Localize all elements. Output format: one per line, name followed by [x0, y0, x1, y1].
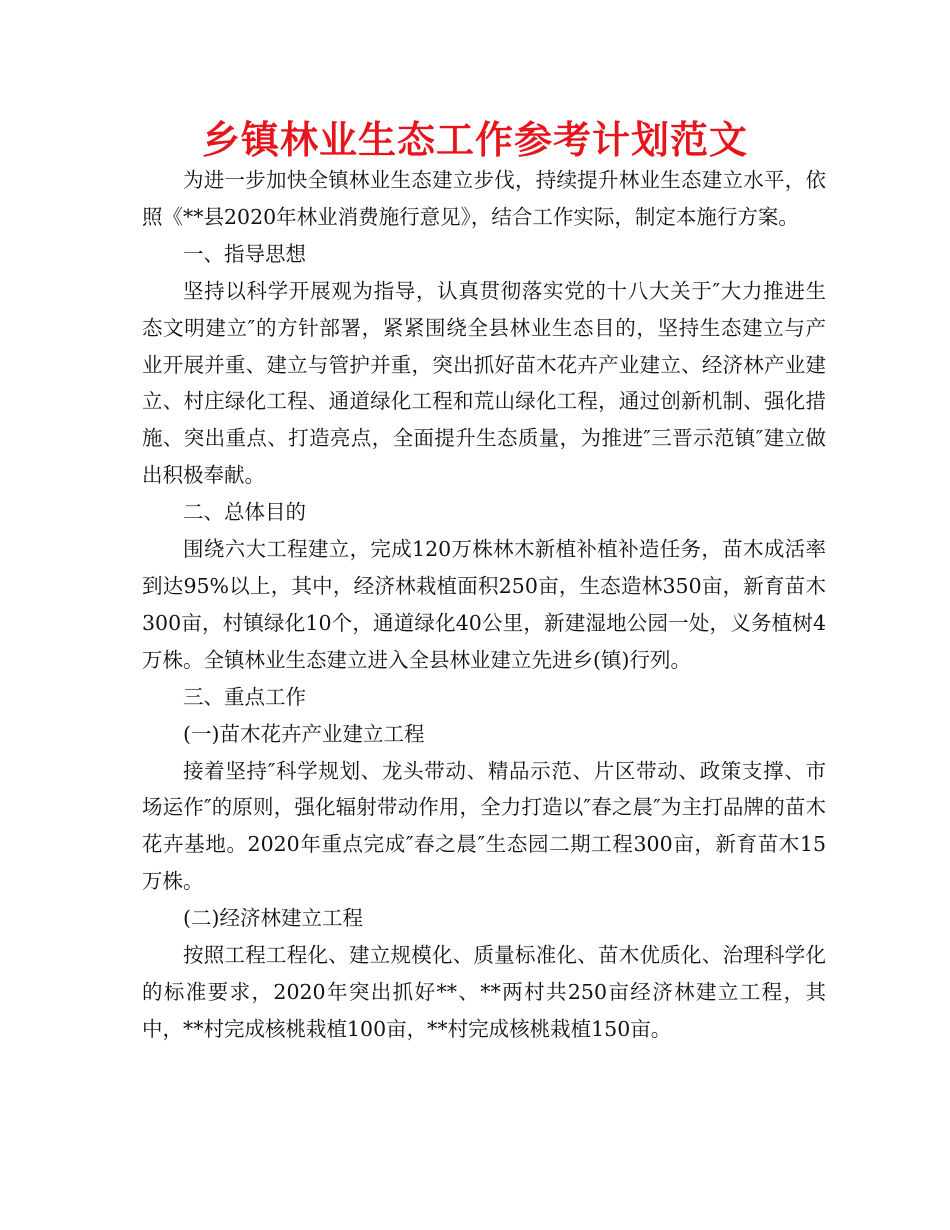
- subheading-nursery-project: (一)苗木花卉产业建立工程: [183, 721, 425, 746]
- document-title: 乡镇林业生态工作参考计划范文: [201, 118, 748, 162]
- document-body: [142, 162, 826, 1048]
- paragraph-intro: 为进一步加快全镇林业生态建立步伐，持续提升林业生态建立水平，依照《**县2020年林业消费施行意见》，结合工作实际，制定本施行方案。: [142, 168, 826, 229]
- paragraph-nursery-project: 接着坚持″科学规划、龙头带动、精品示范、片区带动、政策支撑、市场运作″的原则，强化辐射带动作用，全力打造以″春之晨″为主打品牌的苗木花卉基地。2020年重点完成″春之晨″生态园二期工程300亩，新育苗木15万株。: [142, 758, 826, 894]
- paragraph-overall-goal: 围绕六大工程建立，完成120万株林木新植补植补造任务，苗木成活率到达95%以上，其中，经济林栽植面积250亩，生态造林350亩，新育苗木300亩，村镇绿化10个，通道绿化40公里，新建湿地公园一处，义务植树4万株。全镇林业生态建立进入全县林业建立先进乡(镇)行列。: [142, 537, 826, 672]
- subheading-economic-forest-project: (二)经济林建立工程: [183, 906, 363, 931]
- section-heading-key-work: 三、重点工作: [183, 684, 306, 709]
- section-heading-guiding-ideology: 一、指导思想: [183, 241, 306, 266]
- section-heading-overall-goal: 二、总体目的: [183, 500, 306, 525]
- paragraph-economic-forest-project: 按照工程工程化、建立规模化、质量标准化、苗木优质化、治理科学化的标准要求，2020年突出抓好**、**两村共250亩经济林建立工程，其中，**村完成核桃栽植100亩，**村完成核桃栽植150亩。: [142, 943, 826, 1041]
- paragraph-guiding-ideology: 坚持以科学开展观为指导，认真贯彻落实党的十八大关于″大力推进生态文明建立″的方针部署，紧紧围绕全县林业生态目的，坚持生态建立与产业开展并重、建立与管护并重，突出抓好苗木花卉产业建立、经济林产业建立、村庄绿化工程、通道绿化工程和荒山绿化工程，通过创新机制、强化措施、突出重点、打造亮点，全面提升生态质量，为推进″三晋示范镇″建立做出积极奉献。: [142, 278, 826, 488]
